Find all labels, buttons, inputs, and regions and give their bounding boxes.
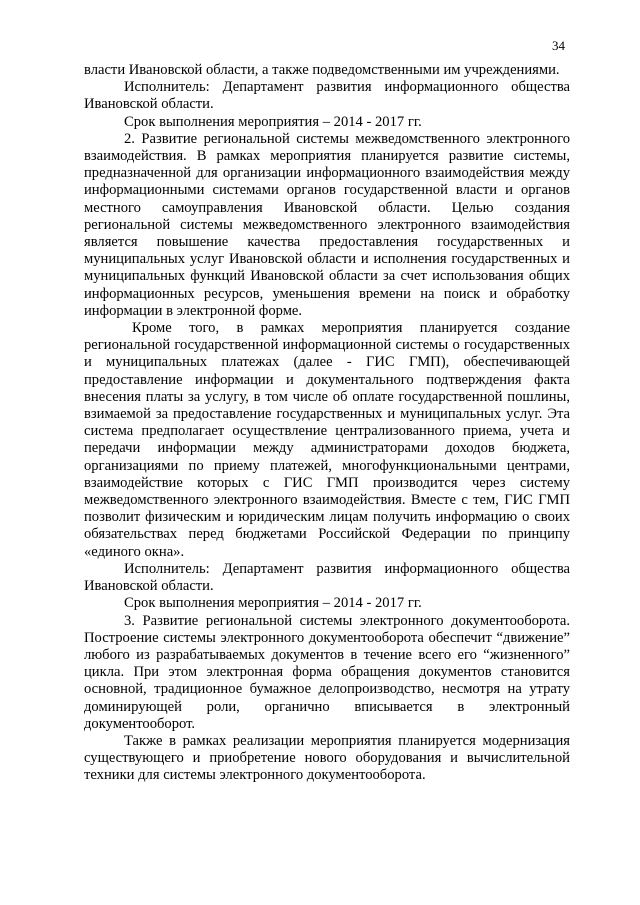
paragraph: 2. Развитие региональной системы межведомственного электронного взаимодействия. В рамках мероприятия планируется развитие системы, предназначенной для организации информационного взаимодействия между информационными системами органов государственной власти и органов местного самоуправления Ивановской области. Целью создания региональной системы межведомственного электронного взаимодействия является повышение качества предоставления государственных и муниципальных услуг Ивановской области и исполнения государственных и муниципальных функций Ивановской области за счет использования общих информационных ресурсов, уменьшения времени на поиск и обработку информации в электронной форме.	[84, 130, 570, 319]
paragraph: Исполнитель: Департамент развития информационного общества Ивановской области.	[84, 560, 570, 595]
paragraph: Срок выполнения мероприятия – 2014 - 2017 гг.	[124, 595, 422, 612]
paragraph: Срок выполнения мероприятия – 2014 - 2017 гг.	[124, 113, 422, 130]
paragraph: 3. Развитие региональной системы электронного документооборота. Построение системы электронного документооборота обеспечит “движение” любого из разрабатываемых документов в течение всего его “жизненного” цикла. При этом электронная форма обращения документов становится основной, традиционное бумажное делопроизводство, несмотря на утрату доминирующей роли, органично вписывается в электронный документооборот.	[84, 612, 570, 732]
paragraph: власти Ивановской области, а также подведомственными им учреждениями.	[84, 62, 560, 78]
document-body	[84, 62, 570, 785]
paragraph: Также в рамках реализации мероприятия планируется модернизация существующего и приобретение нового оборудования и вычислительной техники для системы электронного документооборота.	[84, 732, 570, 784]
page-number: 34	[552, 38, 565, 53]
paragraph: Исполнитель: Департамент развития информационного общества Ивановской области.	[84, 79, 570, 113]
paragraph: Кроме того, в рамках мероприятия планируется создание региональной государственной информационной системы о государственных и муниципальных платежах (далее - ГИС ГМП), обеспечивающей предоставление информации и документального подтверждения факта внесения платы за услугу, в том числе об оплате государственной пошлины, взимаемой за предоставление государственных и муниципальных услуг. Эта система предполагает осуществление централизованного приема, учета и передачи информации между администраторами доходов бюджета, организациями по приему платежей, многофункциональными центрами, взаимодействие которых с ГИС ГМП производится через систему межведомственного электронного взаимодействия. Вместе с тем, ГИС ГМП позволит физическим и юридическим лицам получить информацию о своих обязательствах перед бюджетами Российской Федерации по принципу «единого окна».	[84, 320, 570, 560]
